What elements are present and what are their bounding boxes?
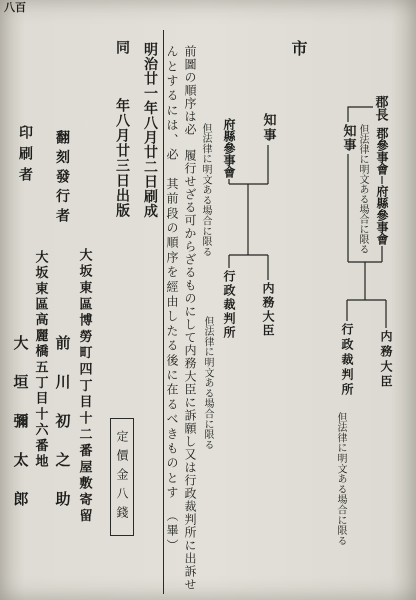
printer-label: 印刷者 (17, 125, 33, 188)
district-condition-upper: 但法律に明文ある場合に限る (357, 124, 368, 254)
publisher-name: 前川初之助 (53, 335, 72, 530)
printed-date: 明治廿一年八月廿二日刷成 (142, 42, 158, 219)
district-line-chief-to-governor (348, 107, 373, 122)
district-condition-lower: 但法律に明文ある場合に限る (335, 412, 346, 546)
district-prefectural-council-label: 府縣參事會 (375, 185, 389, 245)
price-label: 定價金八錢 (115, 430, 129, 525)
district-chief-label: 郡長 (372, 95, 388, 121)
printer-address: 大坂東區高麗橋五丁目十六番地 (32, 250, 48, 470)
published-date: 年八月廿三日出版 (114, 98, 130, 218)
city-condition-upper: 但法律に明文ある場合に限る (200, 123, 211, 257)
district-governor-label: 知事 (340, 124, 356, 152)
publisher-label: 翻刻發行者 (54, 130, 70, 228)
district-council-label: 郡參事會 (375, 127, 389, 175)
published-date-prefix: 同 (114, 40, 130, 54)
city-prefectural-council-label: 府縣參事會 (222, 118, 236, 178)
city-home-minister-label: 内務大臣 (261, 282, 275, 338)
page-number: 八百 (4, 1, 26, 14)
city-governor-label: 知事 (260, 113, 276, 143)
district-home-minister-label: 内務大臣 (379, 330, 393, 390)
printer-name: 大垣彌太郎 (11, 335, 30, 530)
note-line-2: んとするには、必 其前段の順序を經由したる後に在るべきものとす （畢） (165, 45, 179, 554)
city-condition-lower: 但法律に明文ある場合に限る (202, 316, 213, 450)
city-heading: 市 (289, 40, 308, 56)
district-admin-court-label: 行政裁判所 (340, 323, 354, 398)
city-admin-court-label: 行政裁判所 (222, 270, 236, 340)
publisher-address: 大坂東區博勞町四丁目十二番屋敷寄留 (76, 248, 92, 526)
colophon-divider (163, 30, 164, 594)
note-line-1: 前圖の順序は必 履行せざる可からざるものにして内務大臣に訴願し又は行政裁判所に出訴せ (183, 45, 197, 591)
